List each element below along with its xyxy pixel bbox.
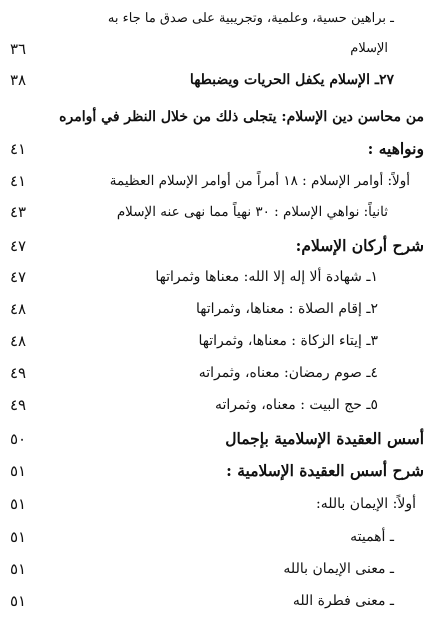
toc-row [0, 390, 434, 420]
toc-entry-text: أولاً: الإيمان بالله: [316, 496, 416, 512]
toc-row [0, 326, 434, 356]
toc-row [0, 554, 434, 584]
toc-row [0, 134, 434, 164]
toc-page-number: ٤١ [10, 172, 27, 190]
toc-entry-text: ثانياً: نواهي الإسلام : ٣٠ نهياً مما نهى عنه الإسلام [116, 204, 388, 220]
toc-page-number: ٥١ [10, 462, 27, 480]
toc-page-number: ٥١ [10, 560, 27, 578]
toc-entry-text: الإسلام [350, 41, 388, 56]
toc-entry-text: أسس العقيدة الإسلامية بإجمال [225, 429, 424, 448]
toc-page-number: ٥١ [10, 495, 27, 513]
toc-row [0, 231, 434, 261]
toc-row [0, 489, 434, 519]
toc-entry-text: ونواهيه : [367, 139, 424, 158]
toc-entry-text: ١ـ شهادة ألا إله إلا الله: معناها وثمراتها [155, 269, 378, 285]
toc-page-number: ٤٨ [10, 332, 27, 350]
toc-entry-text: شرح أسس العقيدة الإسلامية : [226, 461, 424, 480]
toc-row [0, 586, 434, 616]
toc-entry-text: ٣ـ إيتاء الزكاة : معناها، وثمراتها [198, 333, 378, 349]
toc-row [0, 294, 434, 324]
toc-row [0, 424, 434, 454]
toc-page-number: ٣٦ [10, 40, 27, 58]
toc-page-number: ٤٨ [10, 300, 27, 318]
toc-row [0, 358, 434, 388]
toc-page-number: ٤٩ [10, 396, 27, 414]
toc-row [0, 522, 434, 552]
toc-entry-text: ـ معنى فطرة الله [292, 593, 394, 609]
toc-entry-text: شرح أركان الإسلام: [295, 236, 424, 255]
toc-page-number: ٤١ [10, 140, 27, 158]
toc-row [0, 456, 434, 486]
toc-entry-text: أولاً: أوامر الإسلام : ١٨ أمراً من أوامر الإسلام العظيمة [109, 173, 410, 189]
toc-entry-text: ٢٧ـ الإسلام يكفل الحريات ويضبطها [189, 72, 394, 88]
toc-entry-text: من محاسن دين الإسلام: يتجلى ذلك من خلال النظر في أوامره [59, 109, 424, 125]
toc-entry-text: ٥ـ حج البيت : معناه، وثمراته [214, 397, 378, 413]
toc-page-number: ٤٧ [10, 237, 27, 255]
toc-page-number: ٥٠ [10, 430, 27, 448]
toc-entry-text: ـ معنى الإيمان بالله [283, 561, 394, 577]
toc-row [0, 4, 434, 34]
toc-row [0, 34, 434, 64]
toc-row [0, 166, 434, 196]
toc-row [0, 197, 434, 227]
toc-page-number: ٥١ [10, 592, 27, 610]
toc-entry-text: ٢ـ إقام الصلاة : معناها، وثمراتها [196, 301, 378, 317]
toc-row [0, 102, 434, 132]
toc-page-number: ٤٩ [10, 364, 27, 382]
toc-page-number: ٣٨ [10, 71, 27, 89]
toc-row [0, 262, 434, 292]
toc-page-number: ٤٧ [10, 268, 27, 286]
toc-page-number: ٤٣ [10, 203, 27, 221]
toc-entry-text: ٤ـ صوم رمضان: معناه، وثمراته [198, 365, 378, 381]
toc-entry-text: ـ أهميته [350, 529, 394, 545]
toc-page-number: ٥١ [10, 528, 27, 546]
toc-row [0, 65, 434, 95]
toc-entry-text: ـ براهين حسية، وعلمية، وتجريبية على صدق ما جاء به [107, 11, 394, 26]
